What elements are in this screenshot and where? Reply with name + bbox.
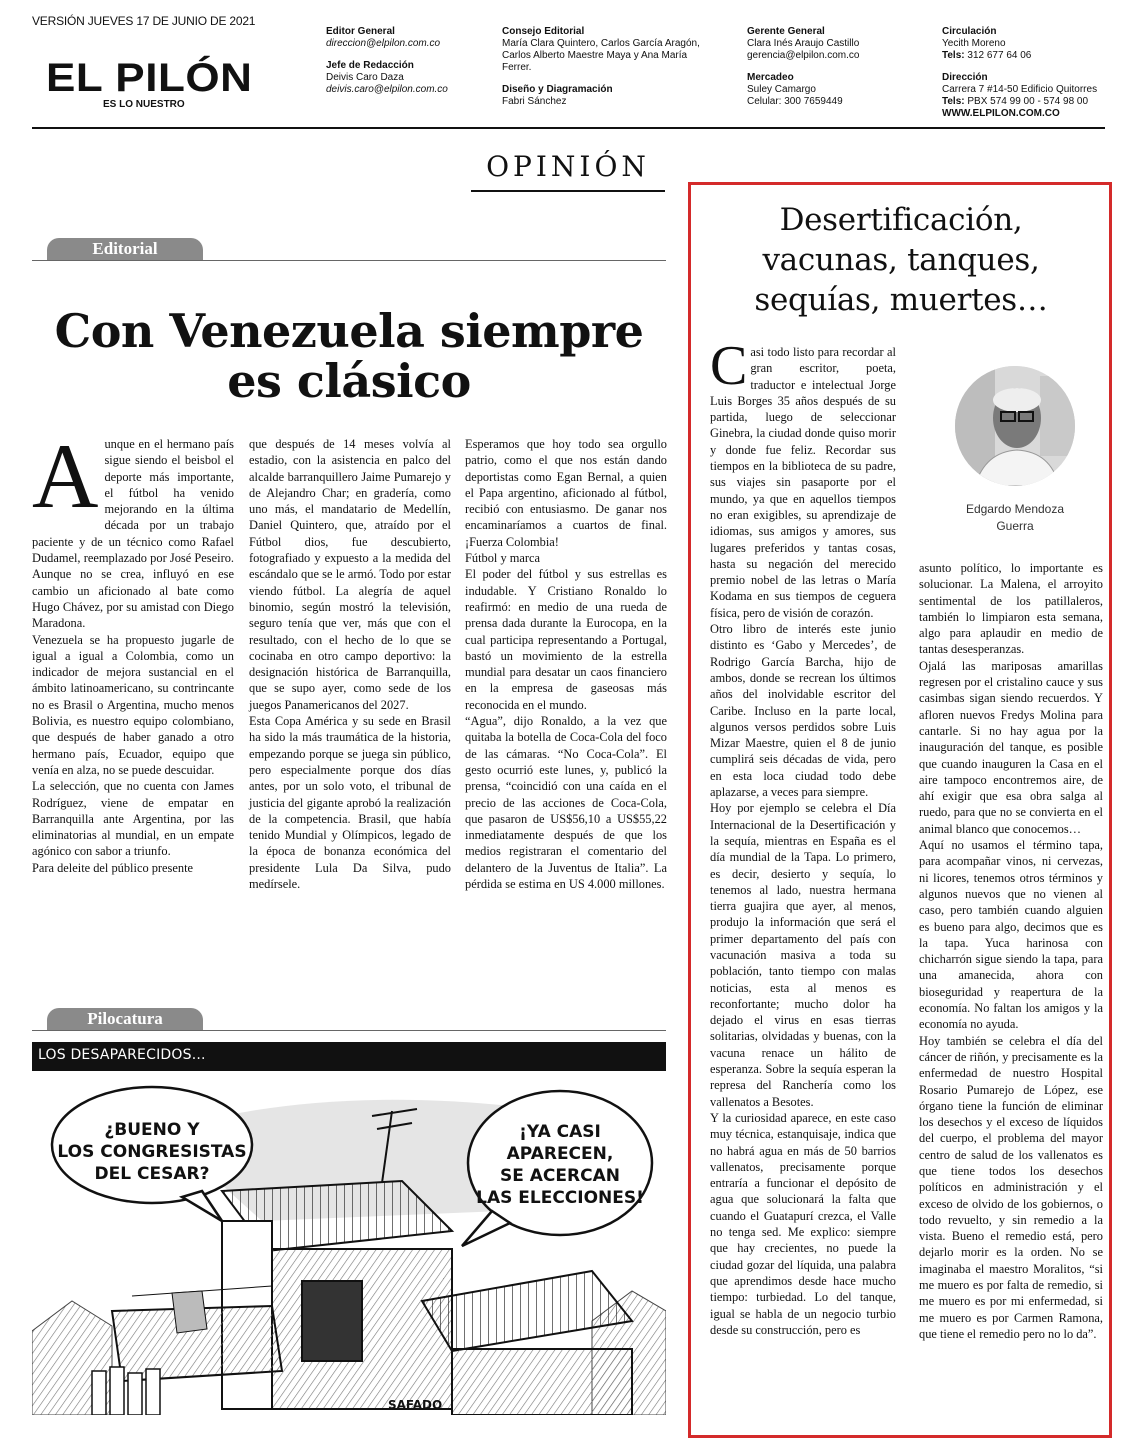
staff-line: direccion@elpilon.com.co bbox=[326, 38, 441, 49]
paragraph: Aquí no usamos el término tapa, para acompañar vinos, ni cervezas, ni licores, tenemos otros términos y algunos nuevos que no vienen al caso, pero también cuando alguien es bueno para algo, decimos que es la tapa. Yuca harinosa con chicharrón sigue siendo la tapa, para una amanecida, ahora con bioseguridad y reapertura de la economía. No faltan los amigos y la economía no ayuda. bbox=[919, 838, 1103, 1032]
staff-line: María Clara Quintero, Carlos García Aragón, bbox=[502, 38, 700, 49]
masthead-divider bbox=[32, 127, 1105, 129]
paragraph: Para deleite del público presente bbox=[32, 860, 194, 875]
dateline: VERSIÓN JUEVES 17 DE JUNIO DE 2021 bbox=[32, 14, 256, 28]
bubble-right-line-2: APARECEN, bbox=[506, 1144, 614, 1164]
cartoonist-signature: SAFADO bbox=[388, 1398, 443, 1412]
staff-line: Editor General bbox=[326, 26, 395, 37]
column-text-left bbox=[710, 335, 896, 1338]
staff-line: Jefe de Redacción bbox=[326, 60, 414, 71]
staff-line: Yecith Moreno bbox=[942, 38, 1006, 49]
paragraph: Venezuela se ha propuesto jugarle de igual a igual a Colombia, como un indicador de mejora sustancial en el ámbito latinoamericano, su contrincante no es Brasil o Argentina, mucho menos Bolivia, es nuestro equipo colombiano, que después de haber ganado a otro hermano país, Ecuador, equipo que venía en alza, no se puede descuidar. bbox=[32, 632, 234, 777]
paragraph: La selección, que no cuenta con James Rodríguez, viene de empatar en Barranquilla ante Argentina, por las eliminatorias al mundial, en un empate agónico con sabor a triunfo. bbox=[32, 779, 234, 859]
column-headline: Desertificación, vacunas, tanques, sequías, muertes… bbox=[754, 202, 1048, 318]
paragraph: Esta Copa América y su sede en Brasil ha sido la más traumática de la historia, empezando porque se juega sin público, pero especialmente porque dos días antes, por un solo voto, el tribunal de justicia del gigante aprobó la realización de la competencia. Brasil, que había tenido Mundial y Olímpicos, legado de la época de bonanza económica del presidente Lula Da Silva, pudo medírsele. bbox=[249, 714, 451, 892]
staff-line: gerencia@elpilon.com.co bbox=[747, 50, 860, 61]
staff-line: Gerente General bbox=[747, 26, 825, 37]
editorial-tab-rule bbox=[32, 260, 666, 261]
staff-block-editorial bbox=[326, 26, 448, 96]
staff-block-management bbox=[747, 26, 859, 108]
paragraph: El poder del fútbol y sus estrellas es indudable. Y Cristiano Ronaldo lo reafirmó: en medio de una rueda de prensa dada durante la Eurocopa, en la cual participa representando a Portugal, bastó un movimiento de la estrella mundial para desatar un caos financiero en la empresa de gaseosas más reconocida en el mundo. bbox=[465, 567, 667, 712]
staff-line: Mercadeo bbox=[747, 72, 794, 83]
column-dropcap: C bbox=[710, 335, 748, 397]
bubble-left-line-2: LOS CONGRESISTAS bbox=[57, 1142, 247, 1162]
paragraph: Ojalá las mariposas amarillas regresen por el cristalino cauce y sus casimbas sigan siendo recuerdos. Y afloren nuevos Fredys Molina para cantarle. Si no hay agua por la inauguración del tanque, es posible que cuando inauguren la Casa en el aire tampoco encontremos aire, de ahí exigir que esa obra salga al ruedo, para que no se convierta en el animal blanco que conocemos… bbox=[919, 658, 1103, 836]
staff-line: deivis.caro@elpilon.com.co bbox=[326, 84, 448, 95]
bubble-left-line-1: ¿BUENO Y bbox=[104, 1120, 200, 1140]
cartoon-title-bar: LOS DESAPARECIDOS... bbox=[32, 1042, 666, 1071]
staff-line: WWW.ELPILON.COM.CO bbox=[942, 108, 1060, 119]
paragraph: asunto político, lo importante es solucionar. La Malena, el arroyito sentimental de los patillaleros, también lo limpiaron esta semana, algo para aplaudir en medio de tantas desesperanzas. bbox=[919, 561, 1103, 657]
staff-line: Diseño y Diagramación bbox=[502, 84, 613, 95]
paragraph: Esperamos que hoy todo sea orgullo patrio, como el que nos están dando deportistas como Egan Bernal, a quien el Papa argentino, aficionado al fútbol, recibió con entusiasmo. De ganar nos encaminaríamos a cuartos de final. ¡Fuerza Colombia! bbox=[465, 437, 667, 549]
logo-tagline: ES LO NUESTRO bbox=[103, 99, 185, 110]
cartoon-tab-rule bbox=[32, 1030, 666, 1031]
paragraph: “Agua”, dijo Ronaldo, a la vez que quitaba la botella de Coca-Cola del foco de las cámaras. “No Coca-Cola”. El gesto ocurrió este lunes, y, publicó la prensa, “coincidió con una caída en el precio de las acciones de Coca-Cola, que pasaron de US$56,10 a US$55,22 inmediatamente después de que los medios registraran el comentario del delantero de la Juventus de Italia”. La pérdida se estima en US 4.000 millones. bbox=[465, 714, 667, 892]
staff-block-council bbox=[502, 26, 700, 108]
staff-line: Ferrer. bbox=[502, 62, 532, 73]
paragraph: unque en el hermano país sigue siendo el beisbol el deporte más importante, el fútbol ha venido mejorando en la última década por un trabajo paciente y de un técnico como Rafael Dudamel, reemplazado por José Peseiro. Aunque no se crea, influyó en ese cambio un aficionado al bate como Hugo Chávez, por su amistad con Diego Maradona. bbox=[32, 437, 234, 631]
paragraph: Hoy por ejemplo se celebra el Día Internacional de la Desertificación y la sequía, mientras en España es el día mundial de la Tapa. Lo primero, es decir, desierto y sequía, lo tenemos al lado, nuestra hermana tierra guajira que ayer, al menos, produjo la información que será el primer departamento del país con vacunación masiva a toda su población, tanto tiempo con malas noticias, esta al menos es reconfortante; mucho dolor ha dejado el virus en esas tierras solitarias, olvidadas y buenas, con la vacuna renace un hálito de esperanza. Sobre la sequía esperan la represa del Ranchería como los vallenatos a Besotes. bbox=[710, 801, 896, 1109]
paragraph: asi todo listo para recordar al gran escritor, poeta, traductor e intelectual Jorge Luis Borges 35 años después de su partida, luego de seleccionar Ginebra, la ciudad donde quiso morir y donde fue feliz. Recordar sus tiempos en la biblioteca de su padre, sus viajes sin pasaporte por el mundo, ya que en aquellos tiempos no eran exigibles, su aprendizaje de idiomas, sus amigos y amores, sus lugares preferidos y tantas cosas, hasta su negación del merecido premio nobel de las letras o María Kodama en sus tiempos de ceguera física, pero de visión de corazón. bbox=[710, 345, 896, 620]
author-photo bbox=[955, 366, 1075, 486]
paragraph: que después de 14 meses volvía al estadio, con la asistencia en palco del alcalde barranquillero Jaime Pumarejo y de Alejandro Char; en gradería, como uno más, el mandatario de Medellín, Daniel Quintero, que, atraído por el Fútbol dios, fue descubierto, fotografiado y expuesto a la medida del escándalo que se le armó. Todo por estar viendo fútbol. La alegría de aquel binomio, según mostró la televisión, seguro tenía que ver, más que con el resultado, con el hecho de lo que se cocinaba en otro campo deportivo: la designación histórica de Barranquilla, que se supo ayer, como sede de los juegos Panamericanos del 2027. bbox=[249, 437, 451, 712]
bubble-right-line-1: ¡YA CASI bbox=[519, 1122, 601, 1142]
editorial-column-2 bbox=[249, 436, 451, 892]
staff-line: Suley Camargo bbox=[747, 84, 816, 95]
editorial-column-1 bbox=[32, 425, 234, 876]
editorial-headline: Con Venezuela siempre es clásico bbox=[54, 304, 644, 408]
editorial-column-3 bbox=[465, 436, 667, 892]
staff-line: Deivis Caro Daza bbox=[326, 72, 404, 83]
staff-line: Tels: 312 677 64 06 bbox=[942, 50, 1032, 61]
paragraph: Hoy también se celebra el día del cáncer de riñón, y precisamente es la enfermedad de nuestro Hospital Rosario Pumarejo de López, ese órgano tiene la función de eliminar los desechos y el exceso de líquidos del cuerpo, el problema del mayor centro de salud de los vallenatos es que tiene todos los desechos políticos en administración y el exceso de olvido de los gobiernos, o todo revuelto, y sin remedio a la vista. Bueno el remedio está, pero dejarlo morir es la orden. No se imaginaba el maestro Moralitos, “si me muero es por falta de remedio, si me muero es por mi enfermedad, si me muero es por Carmen Ramona, que tiene el remedio pero no lo da”. bbox=[919, 1033, 1103, 1341]
staff-line: Circulación bbox=[942, 26, 997, 37]
author-name: Edgardo Mendoza Guerra bbox=[965, 502, 1065, 533]
paragraph: Fútbol y marca bbox=[465, 551, 541, 566]
section-title: OPINIÓN bbox=[471, 150, 665, 192]
staff-line: Celular: 300 7659449 bbox=[747, 96, 843, 107]
bubble-right-line-3: SE ACERCAN bbox=[500, 1166, 620, 1186]
column-text-right bbox=[919, 560, 1103, 1342]
cartoon-tab: Pilocatura bbox=[47, 1008, 203, 1030]
staff-line: Carlos Alberto Maestre Maya y Ana María bbox=[502, 50, 688, 61]
staff-line: Carrera 7 #14-50 Edificio Quitorres bbox=[942, 84, 1098, 95]
bubble-right-line-4: LAS ELECCIONES! bbox=[476, 1188, 644, 1208]
staff-block-contact bbox=[942, 26, 1097, 120]
staff-line: Tels: PBX 574 99 00 - 574 98 00 bbox=[942, 96, 1089, 107]
paragraph: Y la curiosidad aparece, en este caso muy técnica, estanquisaje, indica que no habrá agua en más de 50 barrios vallenatos, precisamente porque entraría a funcionar el depósito de agua que solucionará la falta que cuando el Guatapurí crezca, el Valle no tenga sed. Me explico: siempre que hay crecientes, no puede la ciudad gozar del líquida, una palabra que aprendimos desde hace mucho tiempo: turbiedad. Lo del tanque, igual se habla de un negocio turbio desde su construcción, pero es bbox=[710, 1110, 896, 1337]
staff-line: Fabri Sánchez bbox=[502, 96, 567, 107]
staff-line: Consejo Editorial bbox=[502, 26, 585, 37]
editorial-tab: Editorial bbox=[47, 238, 203, 260]
cartoon-illustration bbox=[32, 1071, 666, 1415]
staff-line: Clara Inés Araujo Castillo bbox=[747, 38, 860, 49]
editorial-dropcap: A bbox=[32, 425, 99, 527]
paragraph: Otro libro de interés este junio distinto es ‘Gabo y Mercedes’, de Rodrigo García Barcha, hijo de ambos, donde se recrean los últimos años del inolvidable escritor del Caribe. Incluso en la parte local, algunos versos perdidos sobre Luis Mizar Maestre, quien el 8 de junio cumplirá seis décadas de vida, pero en esta loca ciudad todo debe aplazarse, a veces para siempre. bbox=[710, 622, 896, 800]
staff-line: Dirección bbox=[942, 72, 988, 83]
bubble-left-line-3: DEL CESAR? bbox=[94, 1164, 210, 1184]
newspaper-logo[interactable]: EL PILÓN bbox=[46, 56, 253, 100]
